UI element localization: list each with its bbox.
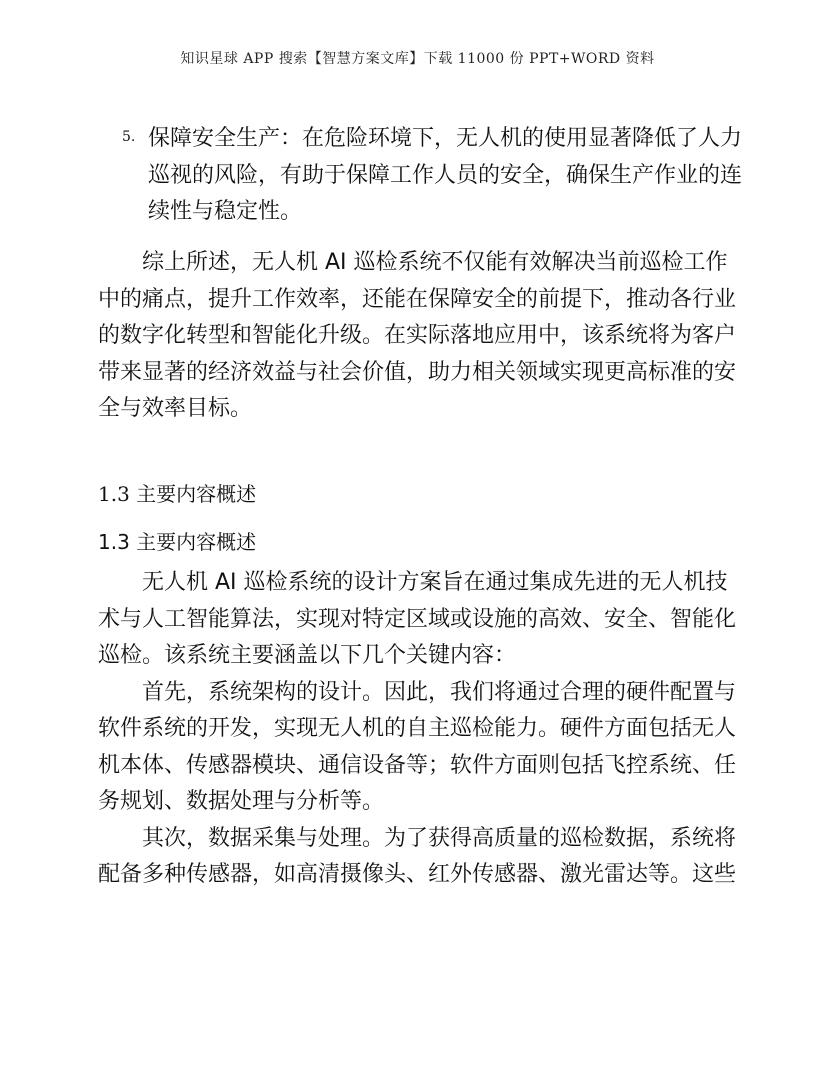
list-item-text: 保障安全生产：在危险环境下，无人机的使用显著降低了人力巡视的风险，有助于保障工作人员的安全，确保生产作业的连续性与稳定性。 xyxy=(148,126,743,224)
section-heading-serif: 1.3 主要内容概述 xyxy=(98,482,257,506)
architecture-paragraph: 首先，系统架构的设计。因此，我们将通过合理的硬件配置与软件系统的开发，实现无人机的自主巡检能力。硬件方面包括无人机本体、传感器模块、通信设备等；软件方面则包括飞控系统、任务规划、数据处理与分析等。 xyxy=(98,679,737,814)
numbered-list-item xyxy=(122,121,748,231)
section-heading: 1.3 主要内容概述 xyxy=(98,530,257,554)
summary-paragraph: 综上所述，无人机 AI 巡检系统不仅能有效解决当前巡检工作中的痛点，提升工作效率，还能在保障安全的前提下，推动各行业的数字化转型和智能化升级。在实际落地应用中，该系统将为客户带来显著的经济效益与社会价值，助力相关领域实现更高标准的安全与效率目标。 xyxy=(98,250,737,421)
data-collection-paragraph: 其次，数据采集与处理。为了获得高质量的巡检数据，系统将配备多种传感器，如高清摄像头、红外传感器、激光雷达等。这些 xyxy=(98,825,737,887)
list-item-number: 5. xyxy=(122,129,136,145)
content-body xyxy=(98,565,748,894)
page-header: 知识星球 APP 搜索【智慧方案文库】下载 11000 份 PPT+WORD 资料 xyxy=(180,51,655,67)
intro-paragraph: 无人机 AI 巡检系统的设计方案旨在通过集成先进的无人机技术与人工智能算法，实现对特定区域或设施的高效、安全、智能化巡检。该系统主要涵盖以下几个关键内容： xyxy=(98,570,737,668)
